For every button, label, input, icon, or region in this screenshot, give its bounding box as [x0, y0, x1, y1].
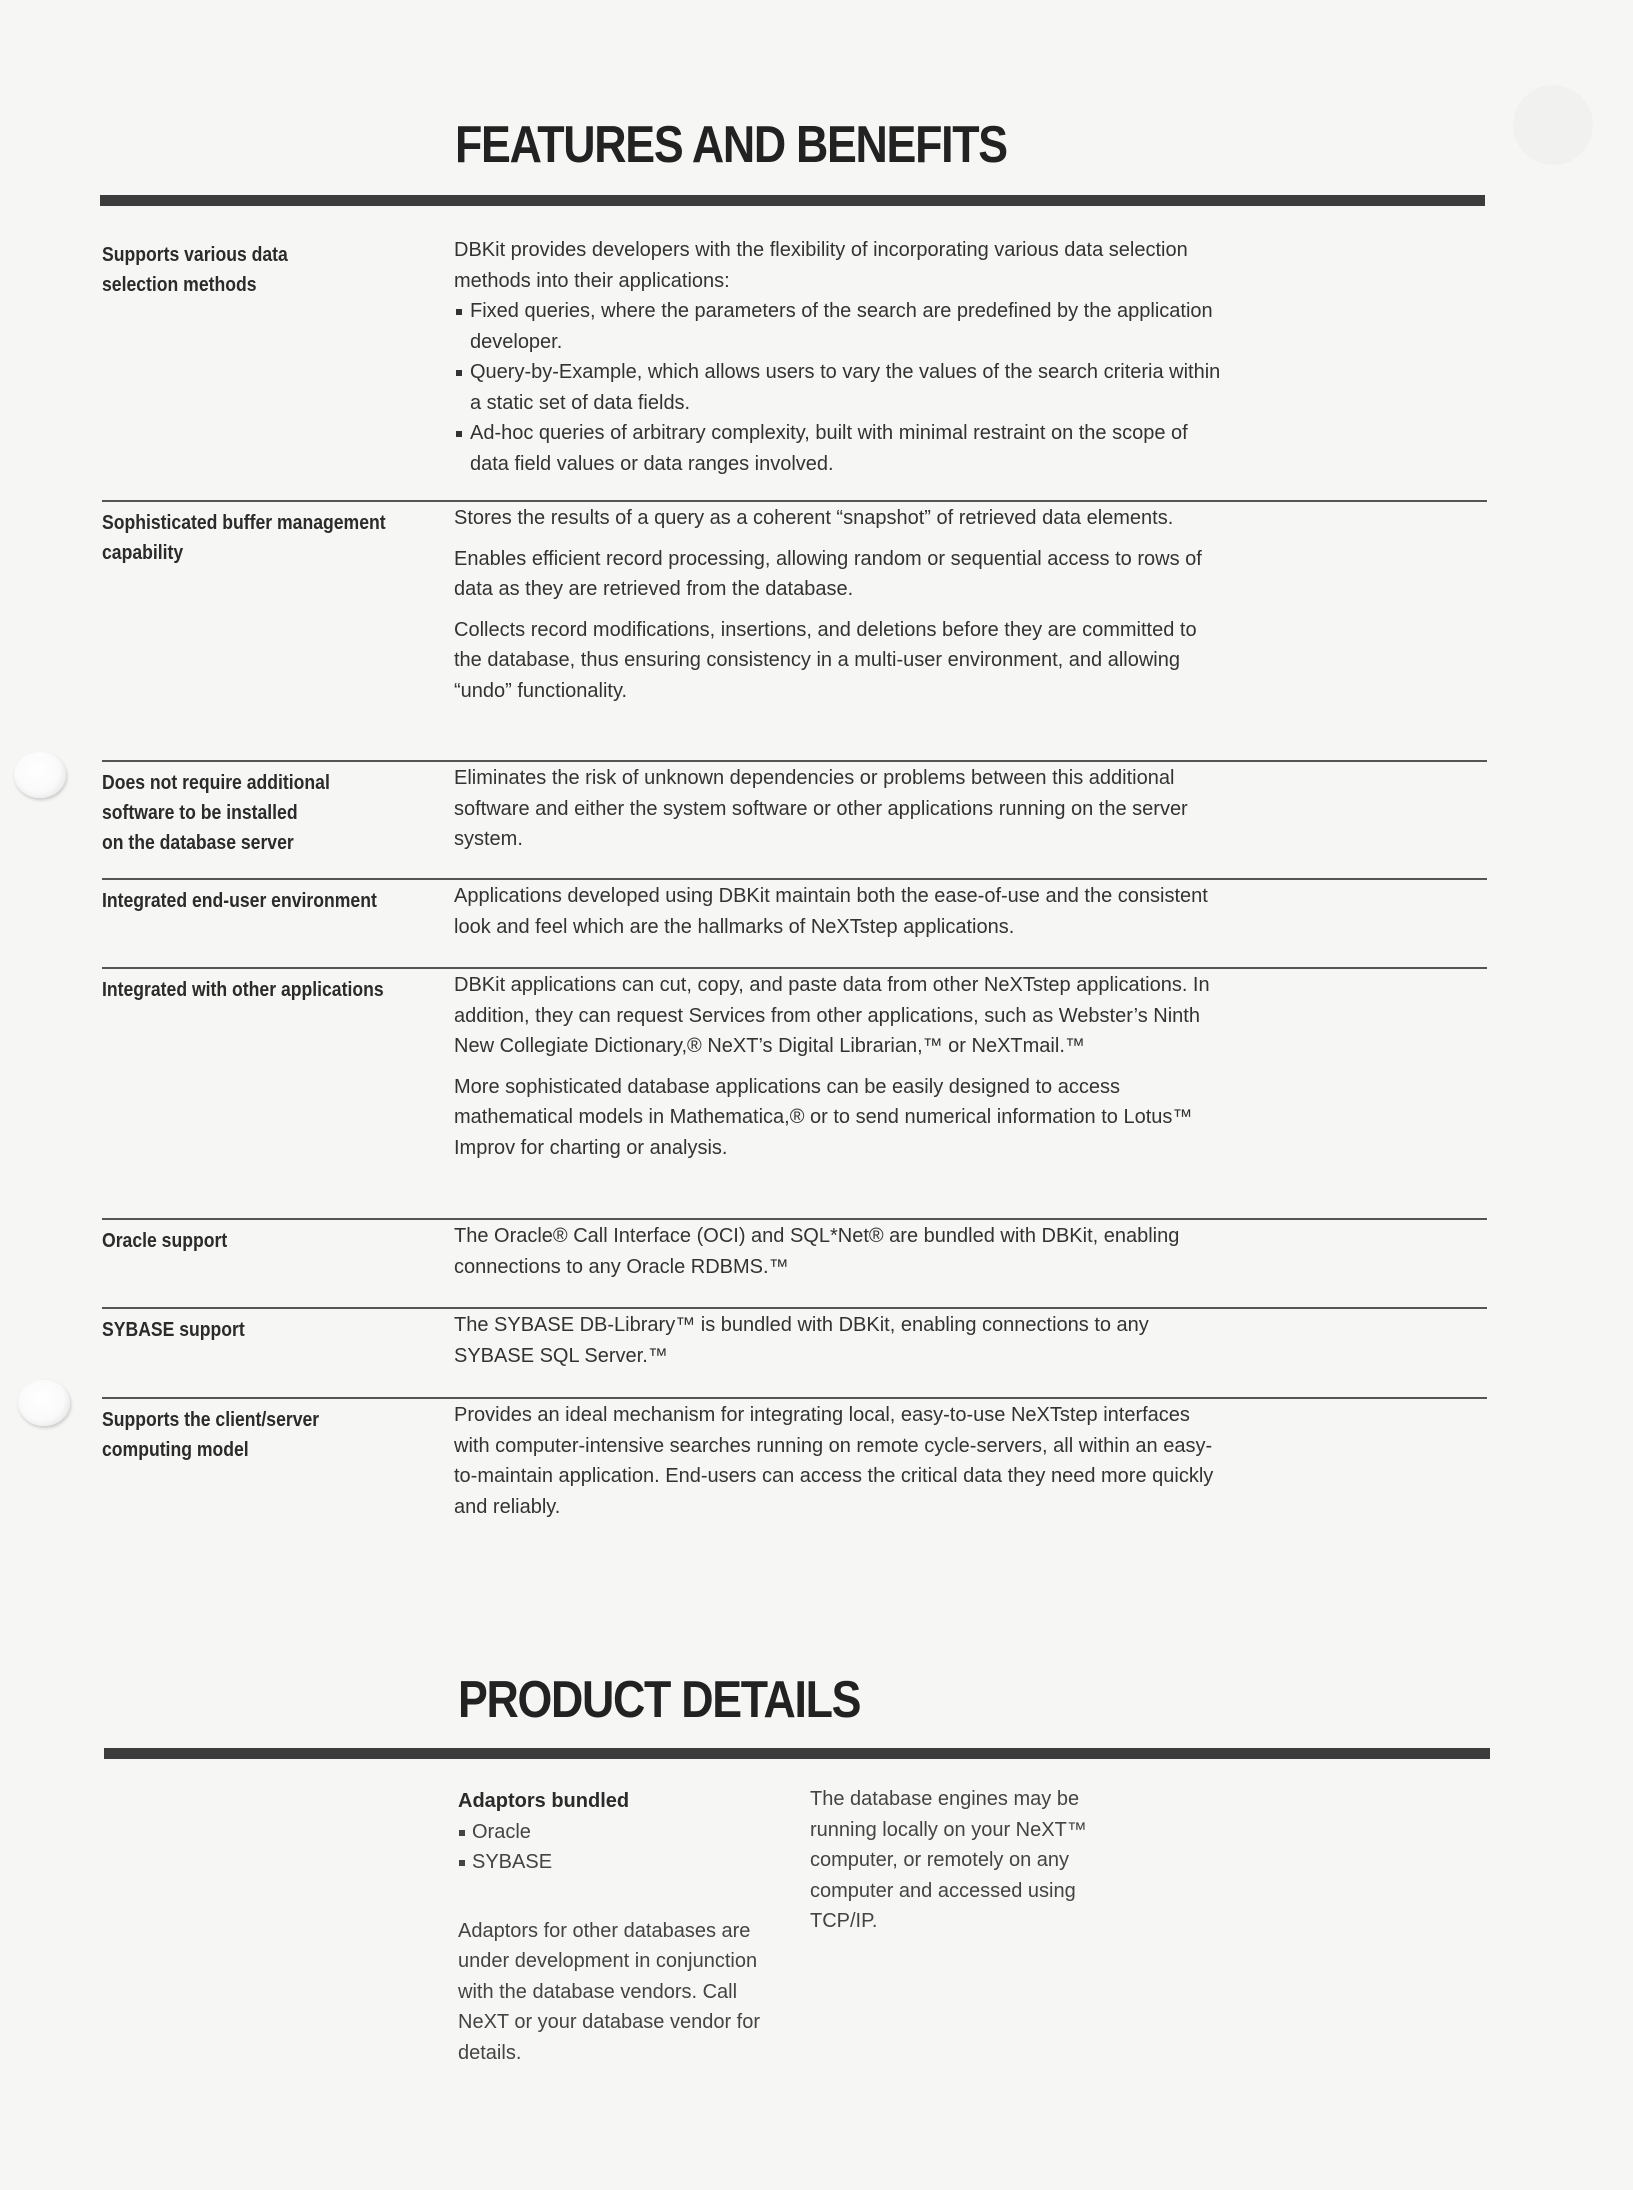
- feature-description: [454, 235, 1224, 479]
- feature-label: Sophisticated buffer management capability: [102, 512, 386, 564]
- row-divider: [102, 967, 1487, 969]
- feature-paragraph: Enables efficient record processing, allowing random or sequential access to rows of data as they are retrieved from the database.: [454, 547, 1202, 600]
- row-divider: [102, 1397, 1487, 1399]
- details-heavy-rule: [104, 1748, 1490, 1759]
- row-divider: [102, 760, 1487, 762]
- feature-description: [454, 503, 1224, 716]
- adaptors-note: Adaptors for other databases are under development in conjunction with the database vendors. Call NeXT or your database vendor for details.: [458, 1919, 761, 2064]
- feature-description: [454, 1221, 1224, 1292]
- list-item: Fixed queries, where the parameters of the search are predefined by the application developer.: [454, 296, 1224, 357]
- feature-description: [454, 881, 1224, 952]
- feature-paragraph: Applications developed using DBKit maintain both the ease-of-use and the consistent look and feel which are the hallmarks of NeXTstep applications.: [454, 885, 1208, 938]
- feature-label: SYBASE support: [102, 1319, 245, 1341]
- feature-paragraph: Stores the results of a query as a coherent “snapshot” of retrieved data elements.: [454, 507, 1174, 529]
- feature-paragraph: The SYBASE DB-Library™ is bundled with DBKit, enabling connections to any SYBASE SQL Server.™: [454, 1314, 1149, 1367]
- feature-label: Supports various data selection methods: [102, 244, 288, 296]
- feature-bullet-list: [454, 296, 1224, 479]
- feature-label: Does not require additional software to be installed on the database server: [102, 772, 330, 854]
- feature-paragraph: More sophisticated database applications can be easily designed to access mathematical models in Mathematica,® or to send numerical information to Lotus™ Improv for charting or analysis.: [454, 1075, 1193, 1159]
- punch-hole: [18, 1380, 70, 1426]
- feature-paragraph: DBKit applications can cut, copy, and paste data from other NeXTstep applications. In addition, they can request Services from other applications, such as Webster’s Ninth New Collegiate Dictionary,® NeXT’s Digital Librarian,™ or NeXTmail.™: [454, 974, 1210, 1057]
- feature-paragraph: Collects record modifications, insertions, and deletions before they are committed to the database, thus ensuring consistency in a multi-user environment, and allowing “undo” functionality.: [454, 618, 1197, 702]
- feature-label: Supports the client/server computing model: [102, 1409, 320, 1461]
- feature-paragraph: Provides an ideal mechanism for integrating local, easy-to-use NeXTstep interfaces with computer-intensive searches running on remote cycle-servers, all within an easy-to-maintain application. End-users can access the critical data they need more quickly and reliably.: [454, 1404, 1214, 1518]
- feature-label: Integrated with other applications: [102, 979, 384, 1001]
- feature-description: [454, 970, 1224, 1173]
- list-item: Ad-hoc queries of arbitrary complexity, built with minimal restraint on the scope of data field values or data ranges involved.: [454, 418, 1224, 479]
- adaptors-column: [458, 1786, 778, 2068]
- features-title: FEATURES AND BENEFITS: [455, 116, 1007, 174]
- punch-hole: [14, 752, 66, 798]
- row-divider: [102, 1307, 1487, 1309]
- list-item: Query-by-Example, which allows users to vary the values of the search criteria within a static set of data fields.: [454, 357, 1224, 418]
- adaptors-list: [458, 1817, 778, 1878]
- feature-label: Oracle support: [102, 1230, 228, 1252]
- row-divider: [102, 878, 1487, 880]
- feature-description: [454, 1400, 1224, 1532]
- feature-paragraph: Eliminates the risk of unknown dependencies or problems between this additional software and either the system software or other applications running on the server system.: [454, 767, 1188, 850]
- feature-description: [454, 763, 1224, 865]
- list-item: SYBASE: [458, 1847, 778, 1878]
- feature-paragraph: The Oracle® Call Interface (OCI) and SQL*Net® are bundled with DBKit, enabling connections to any Oracle RDBMS.™: [454, 1225, 1180, 1278]
- engines-note: The database engines may be running locally on your NeXT™ computer, or remotely on any computer and accessed using TCP/IP.: [810, 1788, 1087, 1932]
- adaptors-heading: Adaptors bundled: [458, 1790, 630, 1812]
- features-heavy-rule: [100, 195, 1485, 206]
- feature-intro: DBKit provides developers with the flexibility of incorporating various data selection methods into their applications:: [454, 239, 1188, 292]
- feature-description: [454, 1310, 1224, 1381]
- bleed-through-mark: [1513, 85, 1593, 165]
- feature-label: Integrated end-user environment: [102, 890, 377, 912]
- row-divider: [102, 500, 1487, 502]
- row-divider: [102, 1218, 1487, 1220]
- engines-column: [810, 1784, 1110, 1937]
- details-title: PRODUCT DETAILS: [458, 1671, 861, 1729]
- list-item: Oracle: [458, 1817, 778, 1848]
